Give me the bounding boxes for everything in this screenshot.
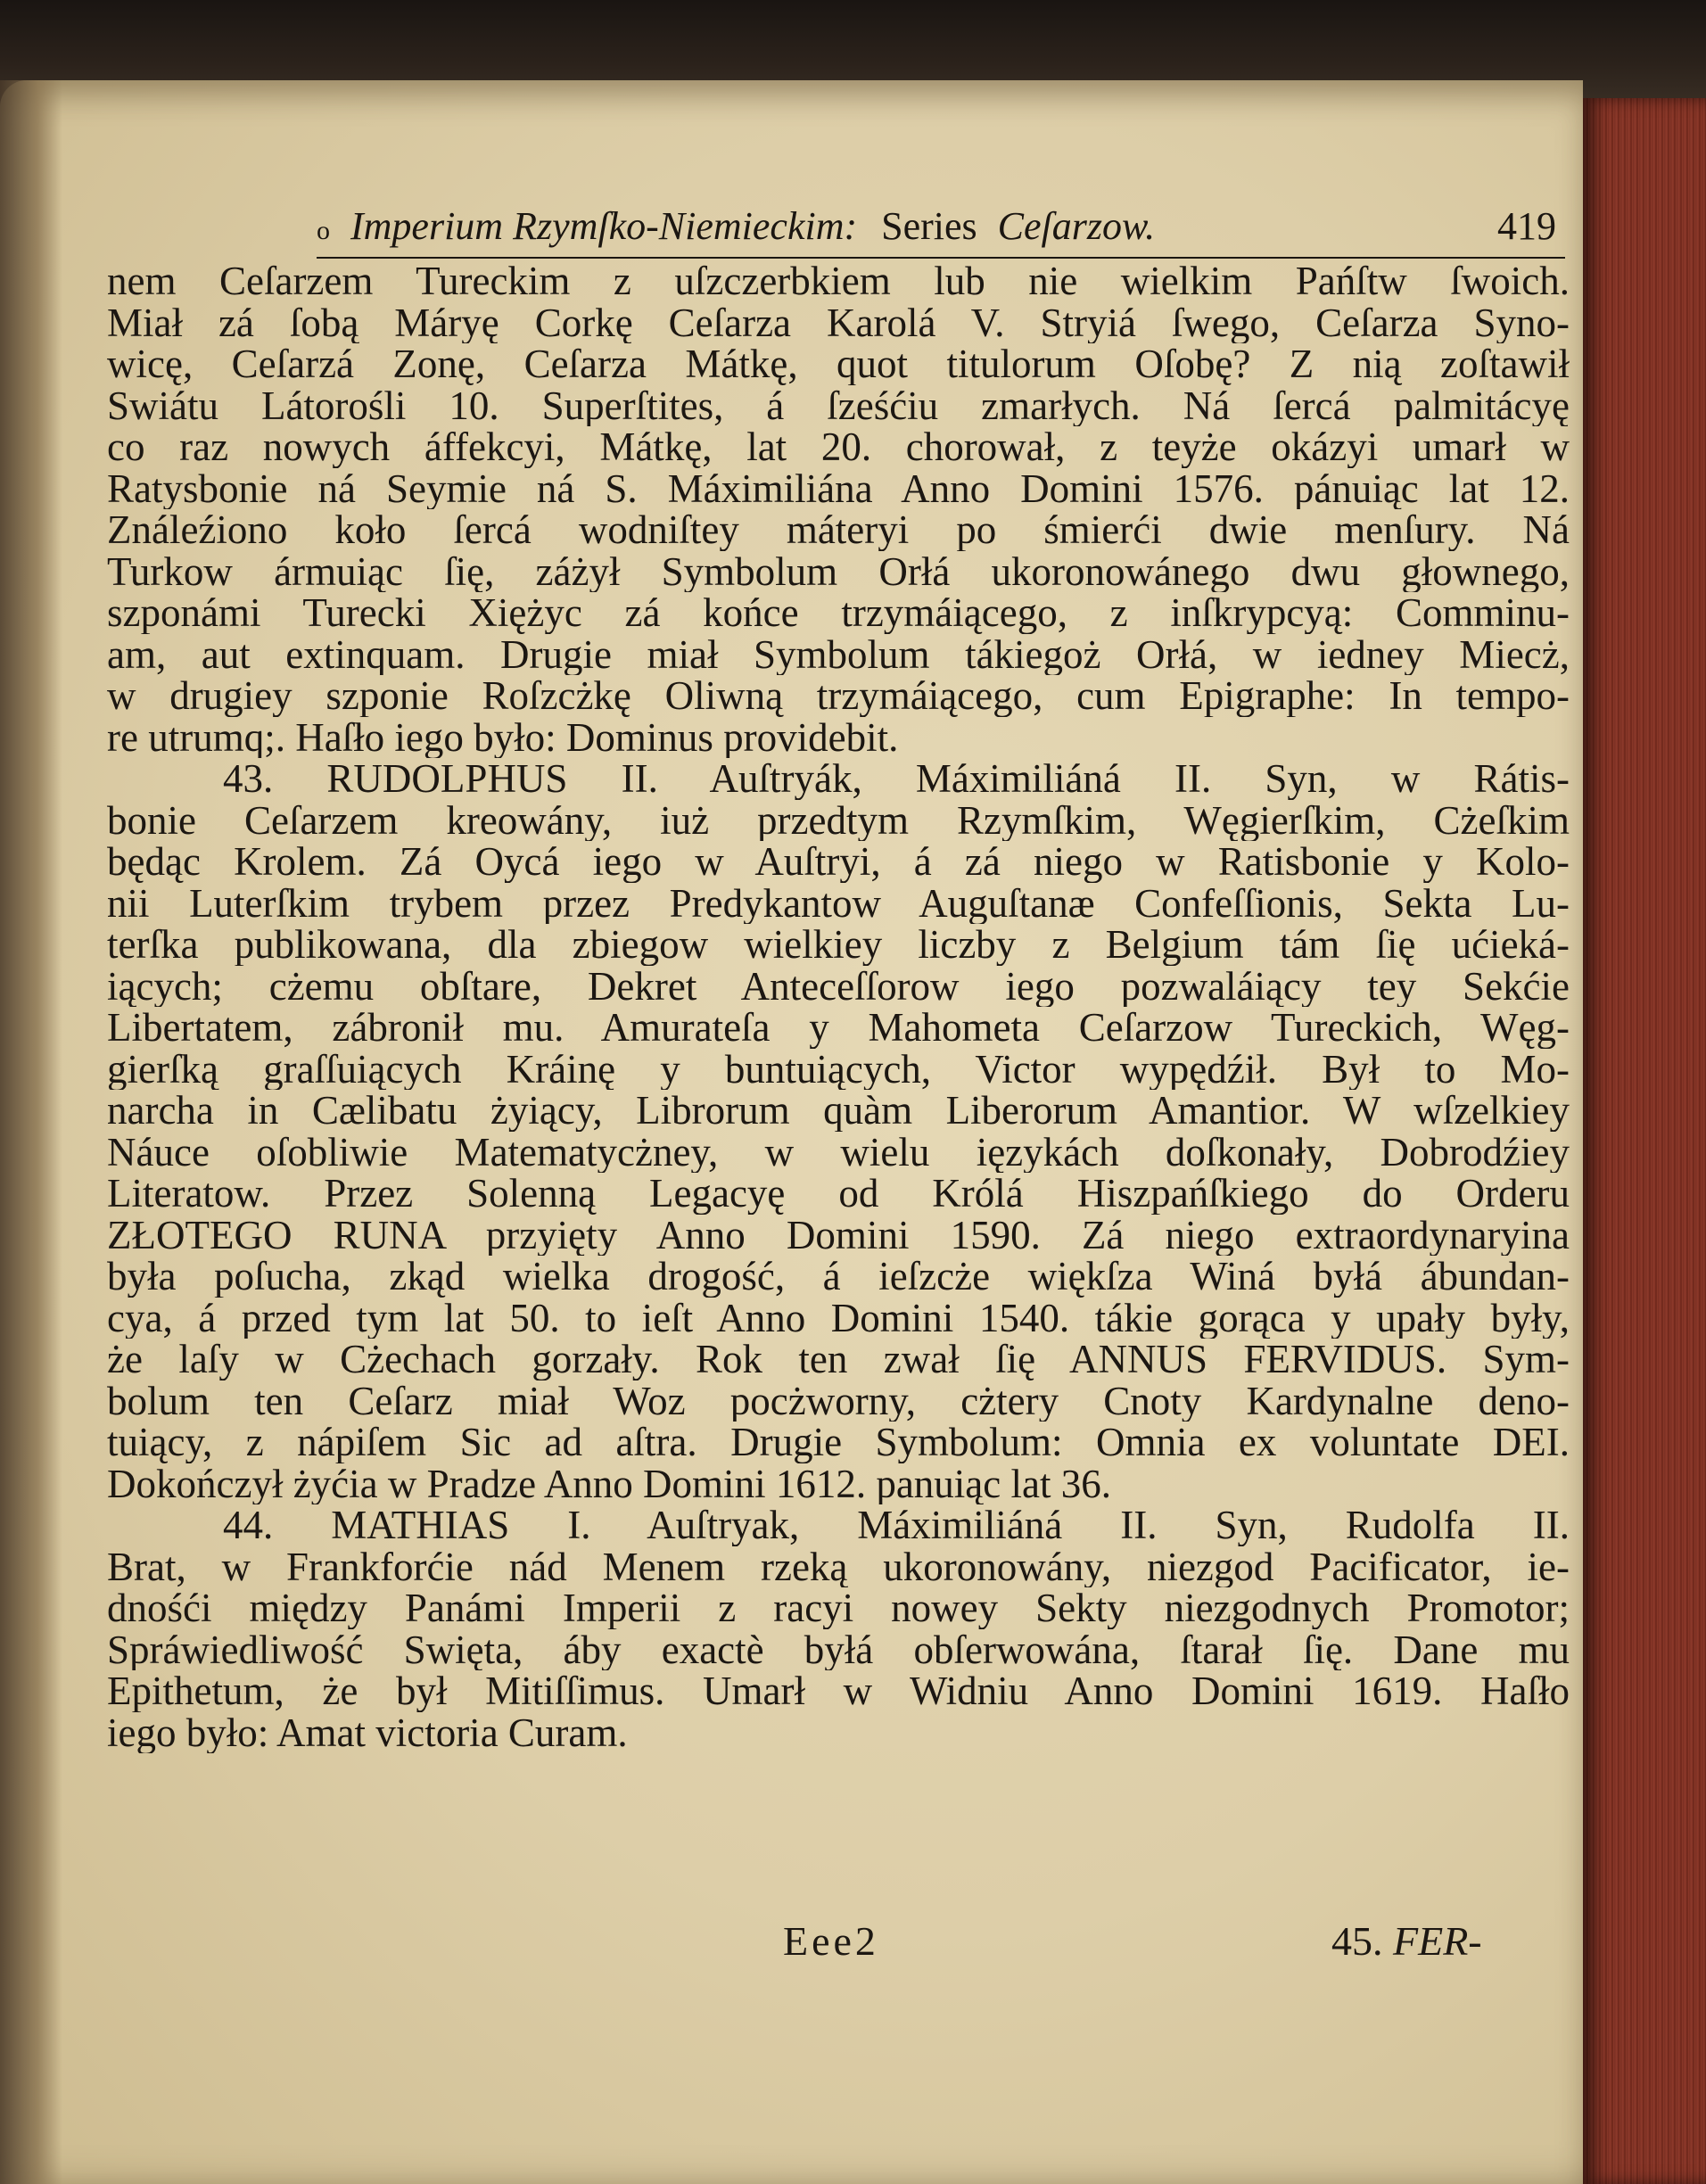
page-number: 419 <box>1497 204 1556 248</box>
page-edges <box>1583 98 1706 2184</box>
text-line: nii Luterſkim trybem przez Predykantow Auguſtanæ Confeſſionis, Sekta Lu- <box>107 882 1570 924</box>
text-line: w drugiey szponie Roſzcżkę Oliwną trzymáiącego, cum Epigraphe: In tempo- <box>107 675 1570 717</box>
catchword <box>1331 1917 1482 1965</box>
text-line: Ratysbonie ná Seymie ná S. Máximiliána Anno Domini 1576. pánuiąc lat 12. <box>107 467 1570 509</box>
running-head-series: Series <box>881 204 977 248</box>
text-line: Dokończył żyćia w Pradze Anno Domini 1612. panuiąc lat 36. <box>107 1463 1111 1504</box>
text-line: była poſucha, zkąd wielka drogość, á ieſzcże więkſza Winá byłá ábundan- <box>107 1256 1570 1298</box>
body-text <box>107 260 1570 1753</box>
text-line: am, aut extinquam. Drugie miał Symbolum tákiegoż Orłá, w iedney Miecż, <box>107 633 1570 675</box>
text-line: że laſy w Cżechach gorzały. Rok ten zwał ſię ANNUS FERVIDUS. Sym- <box>107 1339 1570 1380</box>
text-line: Epithetum, że był Mitiſſimus. Umarł w Widniu Anno Domini 1619. Haſło <box>107 1670 1570 1712</box>
text-line: 44. MATHIAS I. Auſtryak, Máximiliáná II. Syn, Rudolfa II. <box>223 1504 1570 1546</box>
text-line: Libertatem, zábronił mu. Amurateſa y Mahometa Ceſarzow Tureckich, Węg- <box>107 1007 1570 1049</box>
text-line: szponámi Turecki Xiężyc zá końce trzymáiącego, z inſkrypcyą: Comminu- <box>107 592 1570 634</box>
text-line: co raz nowych áffekcyi, Mátkę, lat 20. chorował, z teyże okázyi umarł w <box>107 426 1570 468</box>
text-line: Miał zá ſobą Máryę Corkę Ceſarza Karolá V. Stryiá ſwego, Ceſarza Syno- <box>107 301 1570 343</box>
text-line: narcha in Cælibatu żyiący, Librorum quàm Liberorum Amantior. W wſzelkiey <box>107 1090 1570 1132</box>
text-line: terſka publikowana, dla zbiegow wielkiey liczby z Belgium tám ſię ućieká- <box>107 924 1570 966</box>
text-line: re utrumq;. Haſło iego było: Dominus providebit. <box>107 716 899 758</box>
text-line: nem Ceſarzem Tureckim z uſzczerbkiem lub nie wielkim Pańſtw ſwoich. <box>107 260 1570 302</box>
text-line: cya, á przed tym lat 50. to ieſt Anno Domini 1540. tákie gorąca y upały były, <box>107 1297 1570 1339</box>
text-line: tuiący, z nápiſem Sic ad aſtra. Drugie Symbolum: Omnia ex voluntate DEI. <box>107 1422 1570 1463</box>
text-line: bolum ten Ceſarz miał Woz pocżworny, cżtery Cnoty Kardynalne deno- <box>107 1380 1570 1422</box>
text-line: bonie Ceſarzem kreowány, iuż przedtym Rzymſkim, Węgierſkim, Cżeſkim <box>107 799 1570 841</box>
catchword-word: FER- <box>1393 1918 1482 1964</box>
text-line: iących; cżemu obſtare, Dekret Anteceſſorow iego pozwaláiący tey Sekćie <box>107 965 1570 1007</box>
signature-mark: Eee2 <box>783 1918 879 1964</box>
page-footer <box>105 1917 1568 1971</box>
running-head-cesarz: Ceſarzow. <box>997 204 1156 248</box>
catchword-number: 45. <box>1331 1918 1383 1964</box>
text-line: Literatow. Przez Solenną Legacyę od Królá Hiszpańſkiego do Orderu <box>107 1173 1570 1215</box>
text-line: dnośći między Panámi Imperii z racyi nowey Sekty niezgodnych Promotor; <box>107 1587 1570 1629</box>
text-line: ZŁOTEGO RUNA przyięty Anno Domini 1590. Zá niego extraordynaryina <box>107 1214 1570 1256</box>
running-head <box>317 203 1565 259</box>
text-line: wicę, Ceſarzá Zonę, Ceſarza Mátkę, quot titulorum Oſobę? Z nią zoſtawił <box>107 343 1570 385</box>
text-line: Ználeźiono koło ſercá wodniſtey máteryi po śmierći dwie menſury. Ná <box>107 509 1570 551</box>
text-line: Turkow ármuiąc ſię, záżył Symbolum Orłá ukoronowánego dwu głownego, <box>107 550 1570 592</box>
running-head-title: Imperium Rzymſko-Niemieckim: <box>350 204 858 248</box>
text-line: Náuce oſobliwie Matematycżney, w wielu ięzykách doſkonały, Dobrodźiey <box>107 1131 1570 1173</box>
text-line: gierſką graſſuiących Kráinę y buntuiących, Victor wypędźił. Był to Mo- <box>107 1048 1570 1090</box>
text-line: Brat, w Frankforćie nád Menem rzeką ukoronowány, niezgod Pacificator, ie- <box>107 1545 1570 1587</box>
text-line: Swiátu Látorośli 10. Superſtites, á ſześćiu zmarłych. Ná ſercá palmitácyę <box>107 384 1570 426</box>
text-line: Spráwiedliwość Swięta, áby exactè byłá obſerwowána, ſtarał ſię. Dane mu <box>107 1628 1570 1670</box>
running-head-mark: o <box>317 216 330 245</box>
text-line: będąc Krolem. Zá Oycá iego w Auſtryi, á zá niego w Ratisbonie y Kolo- <box>107 841 1570 883</box>
text-line: 43. RUDOLPHUS II. Auſtryák, Máximiliáná II. Syn, w Rátis- <box>223 758 1570 800</box>
text-line: iego było: Amat victoria Curam. <box>107 1711 628 1753</box>
page-gutter <box>0 80 62 2184</box>
